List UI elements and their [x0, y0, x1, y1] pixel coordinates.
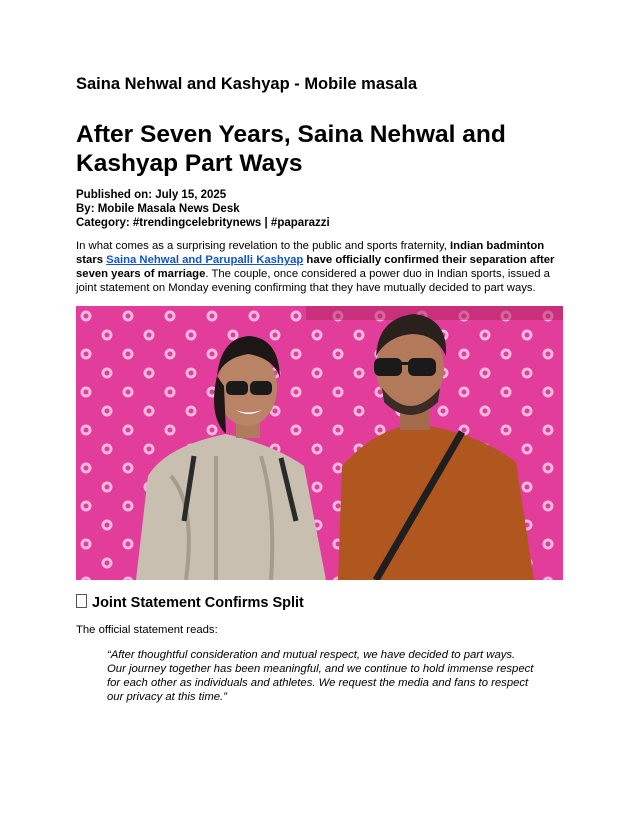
lead-paragraph — [76, 239, 566, 295]
section-heading-text: Joint Statement Confirms Split — [92, 595, 304, 611]
statement-quote: “After thoughtful consideration and mutual respect, we have decided to part ways. Our journey together has been meaningful, and we continue to hold immense respect for each other as individuals and athletes. We request the media and fans to respect our privacy at this time.” — [107, 649, 534, 703]
statement-intro: The official statement reads: — [76, 624, 218, 636]
lead-bold-text: have officially confirmed their separation after seven years of marriage — [76, 254, 555, 280]
section-heading — [76, 594, 304, 611]
article-headline: After Seven Years, Saina Nehwal and Kashyap Part Ways — [76, 121, 506, 177]
players-link[interactable]: Saina Nehwal and Parupalli Kashyap — [106, 254, 304, 266]
published-date: Published on: July 15, 2025 — [76, 189, 227, 201]
couple-illustration — [76, 306, 563, 580]
byline: By: Mobile Masala News Desk — [76, 203, 240, 215]
category-tags: Category: #trendingcelebritynews | #paparazzi — [76, 217, 330, 229]
lead-text: In what comes as a surprising revelation to the public and sports fraternity, — [76, 240, 451, 252]
lead-bold-text: Indian badminton stars — [76, 240, 545, 266]
missing-glyph-icon — [76, 594, 87, 608]
lead-text: . The couple, once considered a power duo in Indian sports, issued a joint statement on Monday evening confirming that they have mutually decided to part ways. — [76, 268, 550, 294]
article-meta — [76, 188, 330, 230]
couple-photo — [76, 306, 563, 580]
site-title: Saina Nehwal and Kashyap - Mobile masala — [76, 75, 418, 93]
